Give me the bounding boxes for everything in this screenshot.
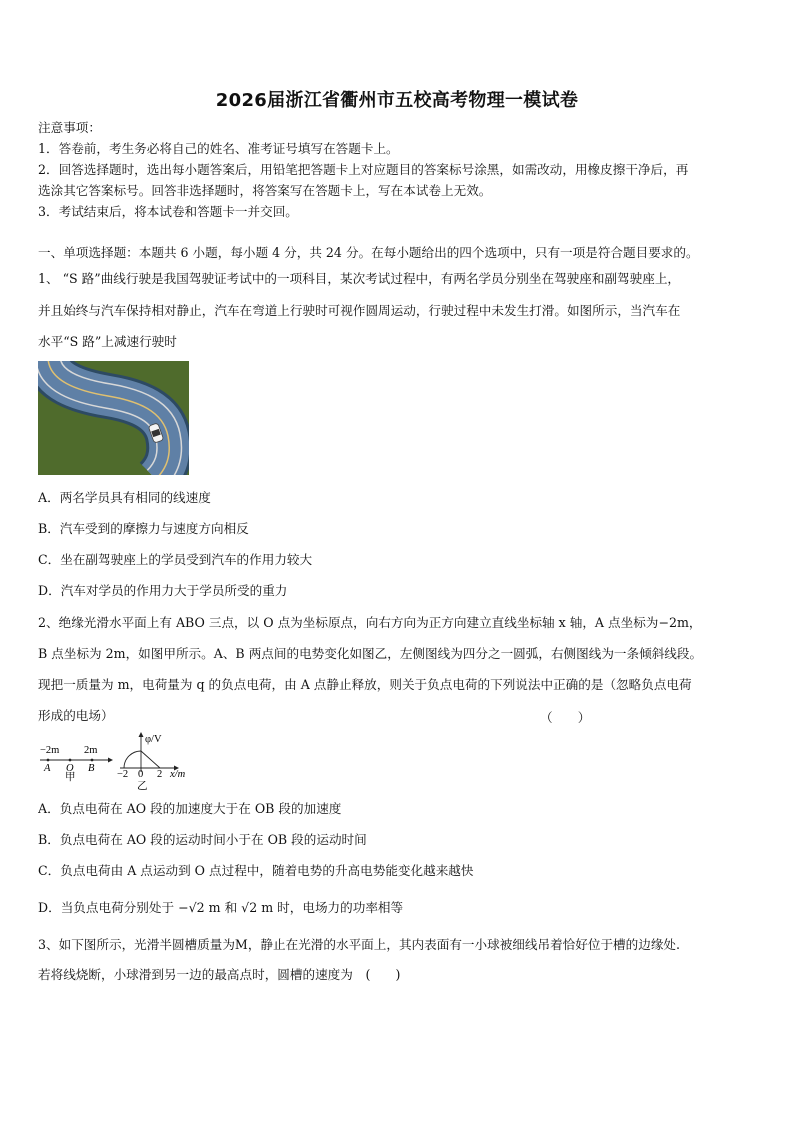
q2-line-1: 2、绝缘光滑水平面上有 ABO 三点，以 O 点为坐标原点，向右方向为正方向建立直线坐标轴 x 轴，A 点坐标为−2m， — [38, 615, 702, 630]
q1-option-a: A．两名学员具有相同的线速度 — [38, 490, 211, 505]
page-title: 2026届浙江省衢州市五校高考物理一模试卷 — [215, 90, 579, 111]
q2-line-3: 现把一质量为 m，电荷量为 q 的负点电荷，由 A 点静止释放，则关于负点电荷的下列说法中正确的是（忽略负点电荷 — [38, 677, 692, 692]
figure-jia — [38, 740, 114, 782]
notice-item-3: 3．考试结束后，将本试卷和答题卡一并交回。 — [38, 204, 298, 219]
figure-yi — [116, 732, 196, 792]
q1-line-1: 1、 “S 路”曲线行驶是我国驾驶证考试中的一项科目，某次考试过程中，有两名学员分别坐在驾驶座和副驾驶座上， — [38, 271, 681, 286]
q3-line-1: 3、如下图所示，光滑半圆槽质量为M，静止在光滑的水平面上，其内表面有一小球被细线吊着恰好位于槽的边缘处. — [38, 937, 681, 952]
q2-option-c: C．负点电荷由 A 点运动到 O 点过程中，随着电势的升高电势能变化越来越快 — [38, 863, 474, 878]
yi-xaxis-label: x/m — [170, 769, 186, 780]
jia-left-label: −2m — [40, 745, 60, 756]
jia-caption: 甲 — [65, 772, 76, 782]
jia-point-b: B — [88, 763, 95, 774]
q1-line-3: 水平“S 路”上减速行驶时 — [38, 334, 177, 349]
q2-option-a: A．负点电荷在 AO 段的加速度大于在 OB 段的加速度 — [38, 801, 342, 816]
section-heading: 一、单项选择题：本题共 6 小题，每小题 4 分，共 24 分。在每小题给出的四个选项中，只有一项是符合题目要求的。 — [38, 245, 699, 260]
yi-caption: 乙 — [137, 781, 148, 792]
q3-line-2: 若将线烧断，小球滑到另一边的最高点时，圆槽的速度为 ( ) — [38, 967, 401, 982]
jia-right-label: 2m — [84, 745, 98, 756]
yi-tick-zero: 0 — [138, 769, 144, 780]
notice-heading: 注意事项： — [38, 120, 101, 135]
notice-item-2-cont: 选涂其它答案标号。回答非选择题时，将答案写在答题卡上，写在本试卷上无效。 — [38, 183, 492, 198]
yi-tick-pos: 2 — [157, 769, 163, 780]
jia-point-o: O — [66, 763, 74, 774]
notice-item-1: 1．答卷前，考生务必将自己的姓名、准考证号填写在答题卡上。 — [38, 141, 399, 156]
q1-option-c: C．坐在副驾驶座上的学员受到汽车的作用力较大 — [38, 552, 313, 567]
q1-option-d: D．汽车对学员的作用力大于学员所受的重力 — [38, 583, 288, 598]
q2-option-d: D．当负点电荷分别处于 −√2 m 和 √2 m 时，电场力的功率相等 — [38, 900, 404, 915]
s-road-image — [38, 361, 189, 475]
jia-point-a: A — [44, 763, 51, 774]
q2-line-4: 形成的电场） — [38, 708, 114, 723]
q2-line-2: B 点坐标为 2m，如图甲所示。A、B 两点间的电势变化如图乙，左侧图线为四分之一圆弧，右侧图线为一条倾斜线段。 — [38, 646, 703, 661]
notice-item-2: 2．回答选择题时，选出每小题答案后，用铅笔把答题卡上对应题目的答案标号涂黑，如需改动，用橡皮擦干净后，再 — [38, 162, 689, 177]
yi-tick-neg: −2 — [117, 769, 129, 780]
q2-option-b: B．负点电荷在 AO 段的运动时间小于在 OB 段的运动时间 — [38, 832, 367, 847]
q1-option-b: B．汽车受到的摩擦力与速度方向相反 — [38, 521, 249, 536]
q2-answer-paren: （ ） — [540, 710, 591, 725]
yi-yaxis-label: φ/V — [145, 734, 162, 745]
q1-line-2: 并且始终与汽车保持相对静止，汽车在弯道上行驶时可视作圆周运动，行驶过程中未发生打滑。如图所示，当汽车在 — [38, 303, 681, 318]
